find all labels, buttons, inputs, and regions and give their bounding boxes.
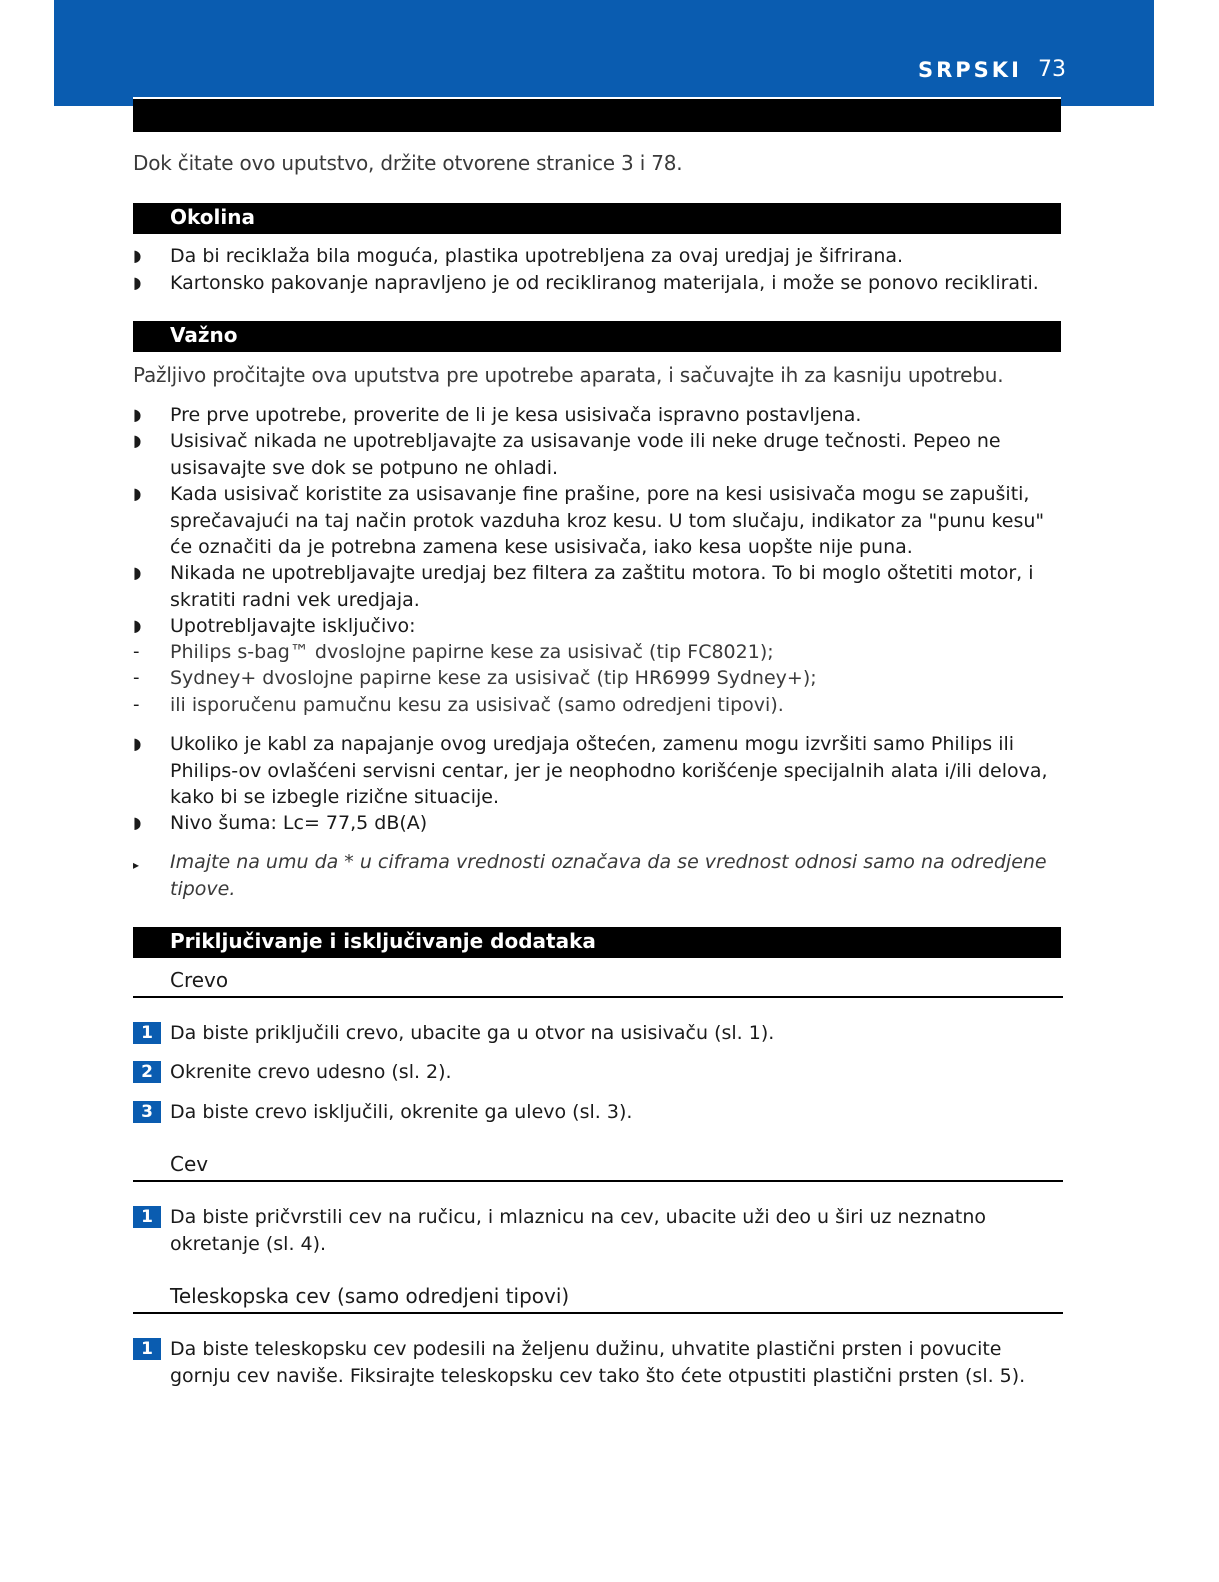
bullet-icon: ◗ (133, 484, 142, 503)
step-number: 1 (133, 1022, 161, 1044)
bullet-icon: ◗ (133, 405, 142, 424)
step-item: 2 Okrenite crevo udesno (sl. 2). (133, 1059, 1068, 1086)
subsection-cev-heading: Cev (133, 1152, 1063, 1182)
list-item: ◗ Nikada ne upotrebljavajte uredjaj bez filtera za zaštitu motora. To bi moglo oštetiti motor, i skratiti radni vek uredjaja. (133, 562, 1034, 611)
step-number: 1 (133, 1338, 161, 1360)
list-item: ◗ Kartonsko pakovanje napravljeno je od recikliranog materijala, i može se ponovo reciklirati. (133, 270, 1063, 297)
step-item: 1 Da biste teleskopsku cev podesili na željenu dužinu, uhvatite plastični prsten i povucite gornju cev naviše. Fiksirajte teleskopsku cev tako što ćete otpustiti plastični prsten (sl. 5). (133, 1336, 1068, 1389)
vazno-intro: Pažljivo pročitajte ova uputstva pre upotrebe aparata, i sačuvajte ih za kasniju upotrebu. (133, 363, 1004, 387)
title-bar (133, 97, 1061, 132)
intro-text: Dok čitate ovo uputstvo, držite otvorene stranice 3 i 78. (133, 151, 683, 175)
section-okolina-heading: Okolina (133, 203, 1061, 234)
section-vazno-heading: Važno (133, 321, 1061, 352)
dash-icon: - (133, 694, 140, 715)
dash-icon: - (133, 667, 140, 688)
step-item: 1 Da biste priključili crevo, ubacite ga u otvor na usisivaču (sl. 1). (133, 1020, 1068, 1047)
bullet-icon: ◗ (133, 246, 142, 265)
bullet-icon: ◗ (133, 563, 142, 582)
list-item: ◗ Upotrebljavajte isključivo: (133, 613, 1063, 640)
list-item: ◗ Usisivač nikada ne upotrebljavajte za usisavanje vode ili neke druge tečnosti. Pepeo ne usisavajte sve dok se potpuno ne ohladi. (133, 430, 1001, 479)
step-number: 3 (133, 1101, 161, 1123)
sub-list-item: - ili isporučenu pamučnu kesu za usisivač (samo odredjeni tipovi). (133, 692, 1063, 719)
sub-list-item: - Philips s-bag™ dvoslojne papirne kese za usisivač (tip FC8021); (133, 639, 1063, 666)
bullet-icon: ◗ (133, 734, 142, 753)
bullet-icon: ◗ (133, 813, 142, 832)
list-item: ◗ Pre prve upotrebe, proverite de li je kesa usisivača ispravno postavljena. (133, 402, 1063, 429)
note-item: ▸ Imajte na umu da * u ciframa vrednosti označava da se vrednost odnosi samo na odredjene tipove. (133, 851, 1047, 900)
list-item: ◗ Da bi reciklaža bila moguća, plastika upotrebljena za ovaj uredjaj je šifrirana. (133, 243, 1063, 270)
list-item: ◗ Nivo šuma: Lc= 77,5 dB(A) (133, 810, 1063, 837)
header-band (54, 0, 1154, 106)
page-number: 73 (1038, 57, 1066, 82)
step-item: 1 Da biste pričvrstili cev na ručicu, i mlaznicu na cev, ubacite uži deo u širi uz neznatno okretanje (sl. 4). (133, 1204, 1068, 1257)
dash-icon: - (133, 641, 140, 662)
bullet-icon: ◗ (133, 273, 142, 292)
sub-list-item: - Sydney+ dvoslojne papirne kese za usisivač (tip HR6999 Sydney+); (133, 665, 1063, 692)
triangle-bullet-icon: ▸ (133, 858, 140, 872)
language-label: SRPSKI (918, 58, 1022, 82)
subsection-teleskopska-heading: Teleskopska cev (samo odredjeni tipovi) (133, 1284, 1063, 1314)
subsection-crevo-heading: Crevo (133, 968, 1063, 998)
list-item: ◗ Kada usisivač koristite za usisavanje fine prašine, pore na kesi usisivača mogu se zapušiti, sprečavajući na taj način protok vazduha kroz kesu. U tom slučaju, indikator za "punu kesu" će označiti da je potrebna zamena kese usisivača, iako kesa uopšte nije puna. (133, 483, 1045, 558)
bullet-icon: ◗ (133, 431, 142, 450)
list-item: ◗ Ukoliko je kabl za napajanje ovog uredjaja oštećen, zamenu mogu izvršiti samo Philips ili Philips-ov ovlašćeni servisni centar, jer je neophodno korišćenje specijalnih alata i/ili delova, kako bi se izbegle rizične situacije. (133, 733, 1048, 808)
step-item: 3 Da biste crevo isključili, okrenite ga ulevo (sl. 3). (133, 1099, 1068, 1126)
bullet-icon: ◗ (133, 616, 142, 635)
section-prikljucivanje-heading: Priključivanje i isključivanje dodataka (133, 927, 1061, 958)
step-number: 2 (133, 1061, 161, 1083)
step-number: 1 (133, 1206, 161, 1228)
